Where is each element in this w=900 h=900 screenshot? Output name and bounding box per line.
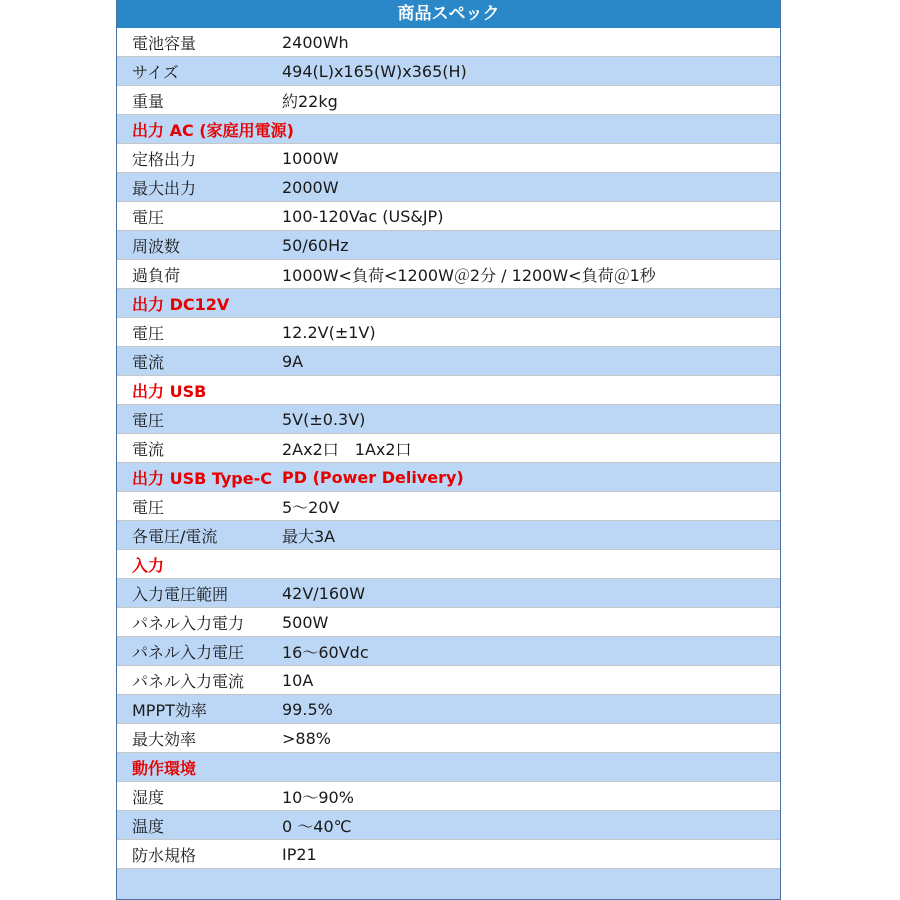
spec-value: 1000W<負荷<1200W＠2分 / 1200W<負荷＠1秒 (282, 265, 656, 285)
spec-label: 電流 (132, 439, 165, 459)
spec-label: 周波数 (132, 236, 181, 256)
spec-value: 2400Wh (282, 32, 349, 52)
spec-label: 電圧 (132, 207, 165, 227)
spec-row (117, 28, 780, 57)
spec-value: 42V/160W (282, 583, 366, 603)
spec-row (117, 724, 780, 753)
spec-value: 1000W (282, 148, 339, 168)
spec-row (117, 608, 780, 637)
spec-value: 5V(±0.3V) (282, 409, 366, 429)
spec-row (117, 405, 780, 434)
table-footer (117, 869, 780, 898)
spec-label: 最大効率 (132, 729, 197, 749)
spec-value: 50/60Hz (282, 235, 349, 255)
spec-row (117, 811, 780, 840)
spec-label: 最大出力 (132, 178, 197, 198)
spec-row (117, 579, 780, 608)
section-title: 出力 AC (家庭用電源) (132, 120, 294, 140)
spec-row (117, 347, 780, 376)
spec-value: 2000W (282, 177, 339, 197)
spec-label: 湿度 (132, 787, 165, 807)
spec-value: 2Ax2口 1Ax2口 (282, 439, 412, 459)
spec-label: 過負荷 (132, 265, 181, 285)
spec-label: 電流 (132, 352, 165, 372)
spec-value: 9A (282, 351, 304, 371)
spec-row (117, 782, 780, 811)
spec-label: 電圧 (132, 497, 165, 517)
spec-row (117, 434, 780, 463)
spec-value: 500W (282, 612, 329, 632)
section-header-row (117, 376, 780, 405)
spec-value: 0 〜40℃ (282, 816, 352, 836)
spec-label: 重量 (132, 91, 165, 111)
spec-row (117, 666, 780, 695)
spec-row (117, 492, 780, 521)
spec-label: 入力電圧範囲 (132, 584, 229, 604)
spec-rows (117, 28, 780, 869)
spec-value: 99.5% (282, 699, 333, 719)
section-title: 出力 USB Type-C (132, 468, 272, 488)
spec-row (117, 260, 780, 289)
spec-row (117, 521, 780, 550)
spec-label: 電圧 (132, 323, 165, 343)
spec-label: 温度 (132, 816, 165, 836)
spec-value: IP21 (282, 844, 317, 864)
spec-row (117, 173, 780, 202)
section-header-row (117, 550, 780, 579)
spec-value: >88% (282, 728, 331, 748)
section-title: 入力 (132, 555, 165, 575)
spec-value: 10A (282, 670, 314, 690)
spec-table (116, 0, 781, 900)
spec-row (117, 86, 780, 115)
section-header-row (117, 463, 780, 492)
spec-value: 100-120Vac (US&JP) (282, 206, 444, 226)
spec-row (117, 318, 780, 347)
section-header-row (117, 115, 780, 144)
spec-value: 12.2V(±1V) (282, 322, 376, 342)
spec-value: 最大3A (282, 526, 336, 546)
spec-label: パネル入力電圧 (132, 642, 245, 662)
section-title: 動作環境 (132, 758, 197, 778)
section-title: 出力 USB (132, 381, 207, 401)
spec-value: PD (Power Delivery) (282, 467, 464, 487)
spec-value: 約22kg (282, 91, 338, 111)
spec-row (117, 840, 780, 869)
spec-value: 16〜60Vdc (282, 642, 369, 662)
spec-row (117, 695, 780, 724)
spec-label: 電池容量 (132, 33, 197, 53)
spec-label: 各電圧/電流 (132, 526, 218, 546)
spec-label: MPPT効率 (132, 700, 207, 720)
spec-label: パネル入力電流 (132, 671, 245, 691)
spec-label: パネル入力電力 (132, 613, 245, 633)
spec-title: 商品スペック (117, 0, 780, 28)
spec-label: 定格出力 (132, 149, 197, 169)
spec-row (117, 57, 780, 86)
spec-value: 10〜90% (282, 787, 354, 807)
spec-label: 電圧 (132, 410, 165, 430)
spec-value: 494(L)x165(W)x365(H) (282, 61, 467, 81)
section-title: 出力 DC12V (132, 294, 230, 314)
spec-row (117, 144, 780, 173)
spec-value: 5〜20V (282, 497, 340, 517)
section-header-row (117, 289, 780, 318)
spec-row (117, 231, 780, 260)
spec-label: 防水規格 (132, 845, 197, 865)
spec-row (117, 202, 780, 231)
spec-label: サイズ (132, 62, 179, 82)
spec-row (117, 637, 780, 666)
section-header-row (117, 753, 780, 782)
